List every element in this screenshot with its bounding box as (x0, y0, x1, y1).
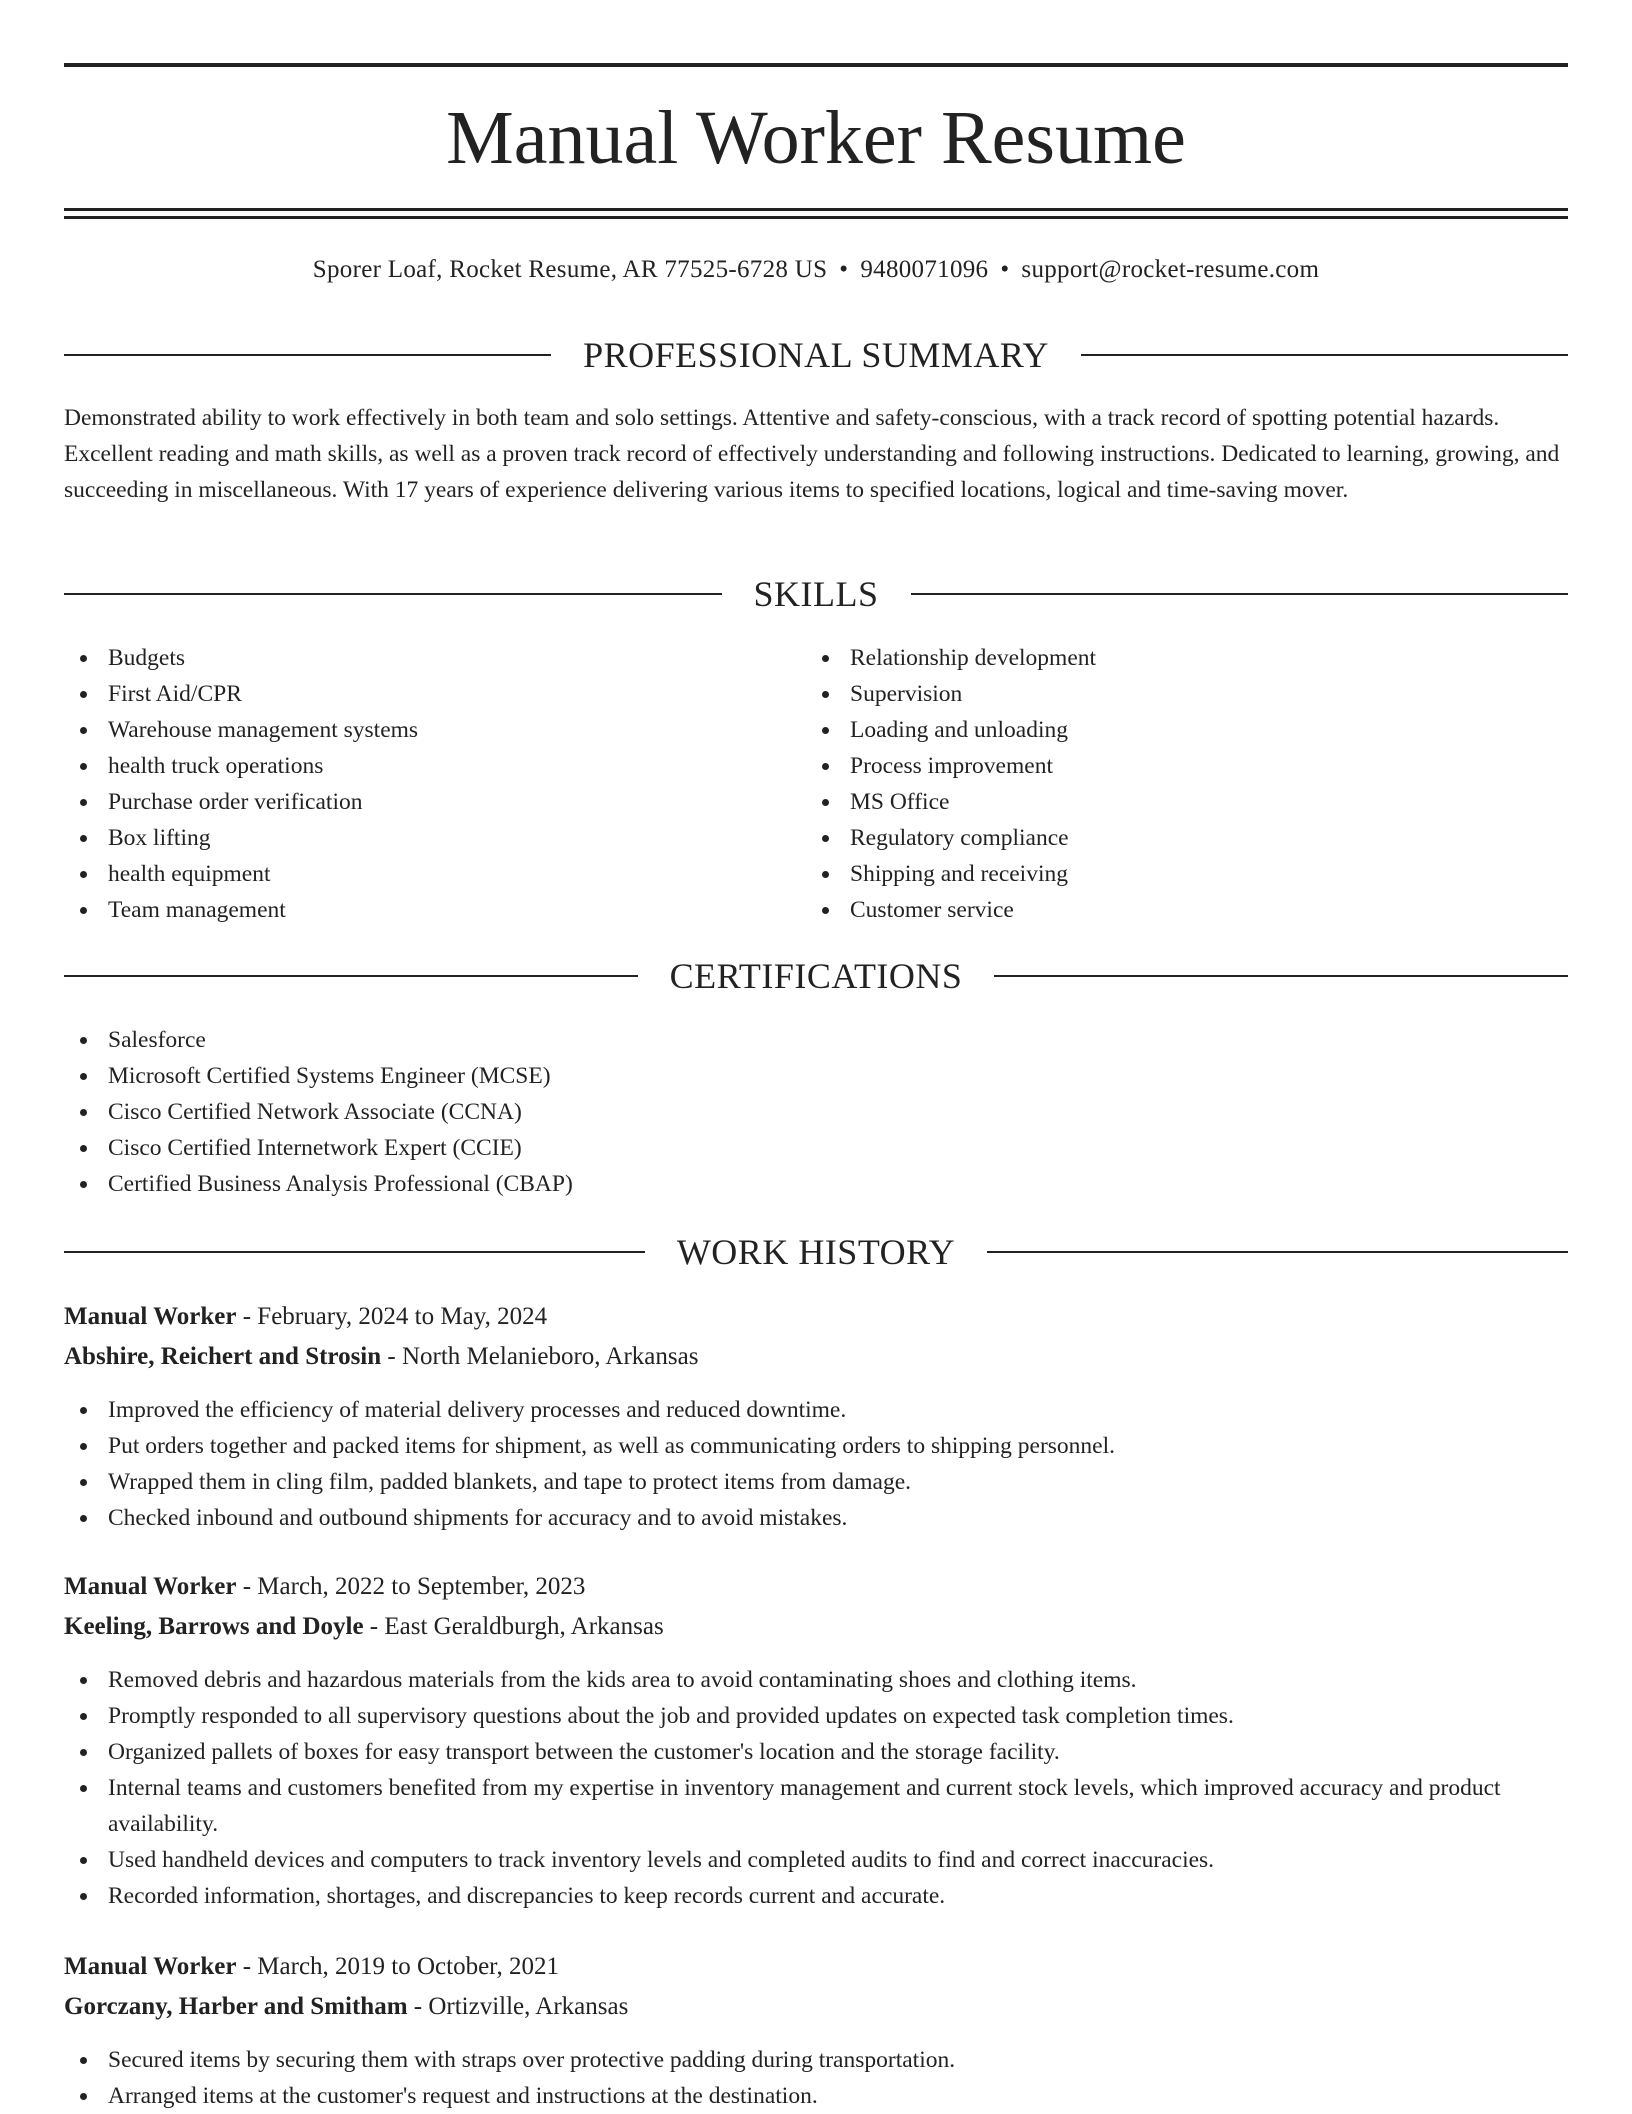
contact-address: Sporer Loaf, Rocket Resume, AR 77525-6728 US (312, 256, 828, 283)
divider-line (64, 593, 722, 595)
skill-item: Regulatory compliance (806, 820, 1566, 856)
contact-separator: • (1000, 256, 1010, 283)
job-bullet: Used handheld devices and computers to track inventory levels and completed audits to find and correct inaccuracies. (64, 1842, 1568, 1878)
contact-phone: 9480071096 (860, 256, 989, 283)
section-header-skills (64, 572, 1568, 616)
job-bullets (64, 2042, 1568, 2114)
job-bullet: Arranged items at the customer's request and instructions at the destination. (64, 2078, 1568, 2114)
section-title: CERTIFICATIONS (669, 956, 963, 996)
title-rule-upper (64, 208, 1568, 211)
job-bullet: Secured items by securing them with straps over protective padding during transportation. (64, 2042, 1568, 2078)
skill-item: Loading and unloading (806, 712, 1566, 748)
job-bullet: Organized pallets of boxes for easy transport between the customer's location and the storage facility. (64, 1734, 1568, 1770)
job-bullet: Internal teams and customers benefited from my expertise in inventory management and current stock levels, which improved accuracy and product availability. (64, 1770, 1568, 1842)
job-company: Abshire, Reichert and Strosin (64, 1343, 382, 1370)
skill-item: Warehouse management systems (64, 712, 804, 748)
job-company-line (64, 1610, 1568, 1644)
skills-list-left (64, 640, 804, 928)
job-company: Keeling, Barrows and Doyle (64, 1613, 364, 1640)
job-title: Manual Worker (64, 1303, 237, 1330)
job-company: Gorczany, Harber and Smitham (64, 1993, 408, 2020)
section-header-summary (64, 333, 1568, 377)
section-title: WORK HISTORY (676, 1232, 956, 1272)
certification-item: Cisco Certified Network Associate (CCNA) (64, 1094, 1568, 1130)
skill-item: Supervision (806, 676, 1566, 712)
divider-line (911, 593, 1569, 595)
contact-email: support@rocket-resume.com (1021, 256, 1320, 283)
skill-item: MS Office (806, 784, 1566, 820)
section-header-certifications (64, 954, 1568, 998)
job-bullet: Removed debris and hazardous materials from the kids area to avoid contaminating shoes and clothing items. (64, 1662, 1568, 1698)
skill-item: Box lifting (64, 820, 804, 856)
job-bullet: Improved the efficiency of material delivery processes and reduced downtime. (64, 1392, 1568, 1428)
job-title-line (64, 1950, 1568, 1984)
certification-item: Salesforce (64, 1022, 1568, 1058)
job-company-line (64, 1340, 1568, 1374)
job-bullet: Checked inbound and outbound shipments for accuracy and to avoid mistakes. (64, 1500, 1568, 1536)
skills-list-right (806, 640, 1566, 928)
divider-line (64, 1251, 645, 1253)
divider-line (64, 975, 638, 977)
job-dates: - February, 2024 to May, 2024 (236, 1303, 548, 1330)
job-bullet: Recorded information, shortages, and discrepancies to keep records current and accurate. (64, 1878, 1568, 1914)
summary-text: Demonstrated ability to work effectively in both team and solo settings. Attentive and safety-conscious, with a track record of spotting potential hazards. Excellent reading and math skills, as well as a proven track record of effectively understanding and following instructions. Dedicated to learning, growing, and succeeding in miscellaneous. With 17 years of experience delivering various items to specified locations, logical and time-saving mover. (64, 405, 1560, 503)
certification-item: Microsoft Certified Systems Engineer (MCSE) (64, 1058, 1568, 1094)
skill-item: health truck operations (64, 748, 804, 784)
job-location: - East Geraldburgh, Arkansas (363, 1613, 664, 1640)
job-location: - Ortizville, Arkansas (407, 1993, 629, 2020)
resume-title: Manual Worker Resume (446, 96, 1186, 180)
top-rule (64, 63, 1568, 67)
job-bullets (64, 1662, 1568, 1914)
skill-item: Shipping and receiving (806, 856, 1566, 892)
section-header-work-history (64, 1230, 1568, 1274)
divider-line (1081, 354, 1568, 356)
job-title: Manual Worker (64, 1573, 237, 1600)
job-bullets (64, 1392, 1568, 1536)
section-title: SKILLS (753, 574, 879, 614)
skill-item: Purchase order verification (64, 784, 804, 820)
job-bullet: Put orders together and packed items for shipment, as well as communicating orders to shipping personnel. (64, 1428, 1568, 1464)
certification-item: Certified Business Analysis Professional (CBAP) (64, 1166, 1568, 1202)
skill-item: Team management (64, 892, 804, 928)
contact-line (64, 254, 1568, 286)
job-bullet: Promptly responded to all supervisory questions about the job and provided updates on expected task completion times. (64, 1698, 1568, 1734)
job-location: - North Melanieboro, Arkansas (381, 1343, 699, 1370)
certification-item: Cisco Certified Internetwork Expert (CCIE) (64, 1130, 1568, 1166)
job-dates: - March, 2019 to October, 2021 (236, 1953, 560, 1980)
skill-item: Relationship development (806, 640, 1566, 676)
job-bullet: Wrapped them in cling film, padded blankets, and tape to protect items from damage. (64, 1464, 1568, 1500)
job-dates: - March, 2022 to September, 2023 (236, 1573, 586, 1600)
job-title-line (64, 1300, 1568, 1334)
contact-separator: • (839, 256, 849, 283)
divider-line (64, 354, 551, 356)
divider-line (987, 1251, 1568, 1253)
skill-item: Budgets (64, 640, 804, 676)
job-title-line (64, 1570, 1568, 1604)
skill-item: health equipment (64, 856, 804, 892)
section-title: PROFESSIONAL SUMMARY (583, 335, 1049, 375)
job-title: Manual Worker (64, 1953, 237, 1980)
certifications-list (64, 1022, 1568, 1202)
title-rule-lower (64, 216, 1568, 219)
skill-item: Customer service (806, 892, 1566, 928)
job-company-line (64, 1990, 1568, 2024)
skill-item: First Aid/CPR (64, 676, 804, 712)
skill-item: Process improvement (806, 748, 1566, 784)
divider-line (994, 975, 1568, 977)
